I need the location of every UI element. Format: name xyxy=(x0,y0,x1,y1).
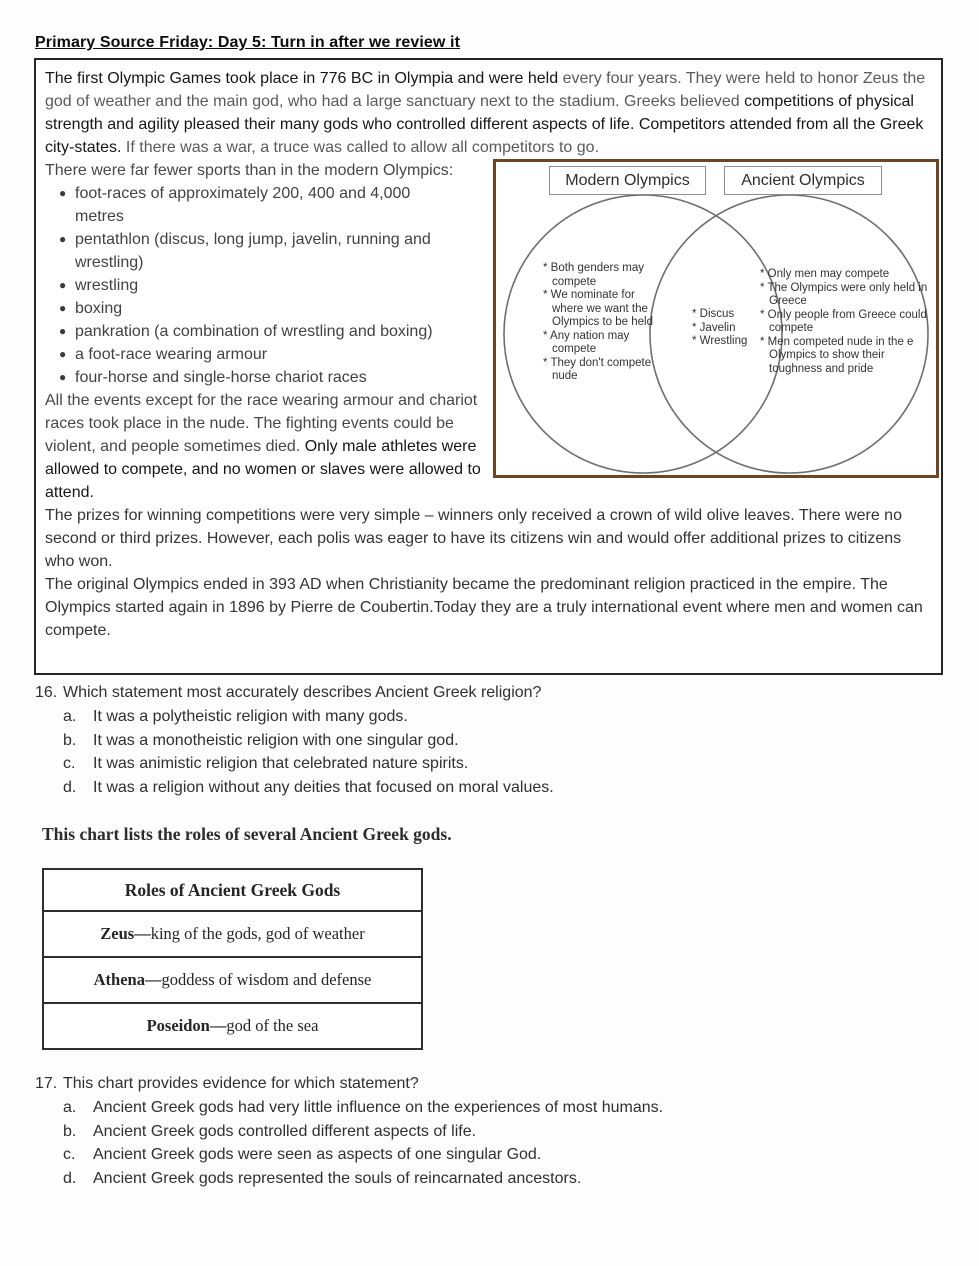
question-17 xyxy=(35,1072,950,1190)
question-17-option-c xyxy=(63,1143,950,1167)
gods-roles-table xyxy=(42,868,423,1050)
god-role: goddess of wisdom and defense xyxy=(161,970,372,989)
sports-list-item: ● foot-races of approximately 200, 400 and 4,000 metres xyxy=(45,182,435,228)
table-row xyxy=(43,957,422,1003)
question-number: 16. xyxy=(35,684,58,701)
venn-right-items xyxy=(760,268,936,376)
venn-item: * Javelin xyxy=(692,322,770,336)
sports-list-item: ● four-horse and single-horse chariot races xyxy=(45,366,435,389)
question-17-option-d xyxy=(63,1167,950,1191)
text-segment: If there was a war, a truce was called to allow all competitors to go. xyxy=(125,139,600,156)
option-letter: d. xyxy=(63,778,77,796)
venn-left-items xyxy=(543,262,655,384)
dash: — xyxy=(209,1016,227,1035)
option-text: It was animistic religion that celebrated nature spirits. xyxy=(93,755,469,772)
text-segment: competitions of physical strength and agility pleased their many gods who controlled different aspects of life. Competitors attended from all the Greek city-states. xyxy=(45,93,924,156)
option-text: Ancient Greek gods represented the souls of reincarnated ancestors. xyxy=(93,1169,582,1187)
text-segment: All the events except for the race wearing armour and chariot races took place in the nude. The fighting events could be violent, and people sometimes died. xyxy=(45,392,478,455)
god-name: Zeus xyxy=(100,924,135,943)
venn-item: * They don't compete nude xyxy=(543,357,655,384)
option-letter: b. xyxy=(63,731,77,749)
venn-label-ancient: Ancient Olympics xyxy=(724,166,882,195)
paragraph-prizes: The prizes for winning competitions were very simple – winners only received a crown of wild olive leaves. There were no second or third prizes. However, each polis was eager to have its citizens win and would offer additional prizes to citizens who won. xyxy=(45,507,902,570)
venn-item: * Only men may compete xyxy=(760,268,936,282)
god-name: Athena xyxy=(93,970,145,989)
sports-list-item: ● pankration (a combination of wrestling and boxing) xyxy=(45,320,435,343)
question-17-option-b xyxy=(63,1120,950,1144)
venn-label-modern: Modern Olympics xyxy=(549,166,706,195)
option-text: Ancient Greek gods controlled different aspects of life. xyxy=(93,1122,477,1140)
venn-middle-items xyxy=(692,308,770,349)
option-letter: b. xyxy=(63,1122,77,1140)
text-segment: The first Olympic Games took place in 776 BC in Olympia and were held xyxy=(45,70,563,87)
question-16 xyxy=(35,681,950,799)
option-letter: c. xyxy=(63,755,76,772)
venn-item: * We nominate for where we want the Olympics to be held xyxy=(543,289,655,330)
paragraph-olympics-end: The original Olympics ended in 393 AD when Christianity became the predominant religion practiced in the empire. The Olympics started again in 1896 by Pierre de Coubertin.Today they are a truly international event where men and women can compete. xyxy=(45,576,923,639)
option-text: Ancient Greek gods were seen as aspects of one singular God. xyxy=(93,1146,542,1163)
page-title: Primary Source Friday: Day 5: Turn in after we review it xyxy=(35,34,460,51)
sports-list-intro: There were far fewer sports than in the modern Olympics: xyxy=(45,162,454,179)
question-17-option-a xyxy=(63,1096,950,1120)
text-segment: every four years. They were held to honor Zeus the god of weather and the main god, who had a large sanctuary next to the stadium. Greeks believed xyxy=(45,70,926,110)
question-16-option-a xyxy=(63,705,950,729)
chart-heading: This chart lists the roles of several Ancient Greek gods. xyxy=(42,824,452,844)
venn-item: * Any nation may compete xyxy=(543,330,655,357)
venn-item: * Wrestling xyxy=(692,335,770,349)
option-text: It was a religion without any deities that focused on moral values. xyxy=(93,778,554,796)
venn-item: * Discus xyxy=(692,308,770,322)
table-header-row xyxy=(43,869,422,911)
text-segment: Only male athletes were allowed to compete, and no women or slaves were allowed to attend. xyxy=(45,438,481,501)
table-header: Roles of Ancient Greek Gods xyxy=(43,869,422,911)
god-name: Poseidon xyxy=(146,1016,210,1035)
question-16-option-c xyxy=(63,752,950,776)
venn-item: * Only people from Greece could compete xyxy=(760,309,936,336)
venn-diagram xyxy=(493,159,939,478)
option-letter: c. xyxy=(63,1146,76,1163)
venn-item: * Men competed nude in the e Olympics to show their toughness and pride xyxy=(760,336,936,377)
table-cell-poseidon xyxy=(43,1003,422,1049)
option-text: It was a monotheistic religion with one singular god. xyxy=(93,731,459,749)
option-letter: d. xyxy=(63,1169,77,1187)
dash: — xyxy=(144,970,162,989)
table-row xyxy=(43,1003,422,1049)
question-16-text xyxy=(35,681,950,704)
sports-list-item: ● boxing xyxy=(45,297,435,320)
question-16-option-d xyxy=(63,776,950,800)
venn-item: * The Olympics were only held in Greece xyxy=(760,282,936,309)
dash: — xyxy=(134,924,151,943)
sports-list-item: ● pentathlon (discus, long jump, javelin, running and wrestling) xyxy=(45,228,435,274)
table-cell-zeus xyxy=(43,911,422,957)
sports-list-item: ● a foot-race wearing armour xyxy=(45,343,435,366)
paragraph-olympics-intro xyxy=(45,67,932,159)
god-role: god of the sea xyxy=(226,1016,319,1035)
table-row xyxy=(43,911,422,957)
option-text: Ancient Greek gods had very little influence on the experiences of most humans. xyxy=(93,1099,664,1116)
option-letter: a. xyxy=(63,1099,77,1116)
question-16-option-b xyxy=(63,729,950,753)
venn-item: * Both genders may compete xyxy=(543,262,655,289)
question-text: This chart provides evidence for which statement? xyxy=(63,1075,419,1092)
option-text: It was a polytheistic religion with many gods. xyxy=(93,708,408,725)
table-cell-athena xyxy=(43,957,422,1003)
question-17-text xyxy=(35,1072,950,1095)
question-number: 17. xyxy=(35,1075,58,1092)
question-text: Which statement most accurately describes Ancient Greek religion? xyxy=(63,684,542,701)
sports-list-item: ● wrestling xyxy=(45,274,435,297)
option-letter: a. xyxy=(63,708,77,725)
primary-source-text-box xyxy=(34,58,943,675)
god-role: king of the gods, god of weather xyxy=(150,924,365,943)
